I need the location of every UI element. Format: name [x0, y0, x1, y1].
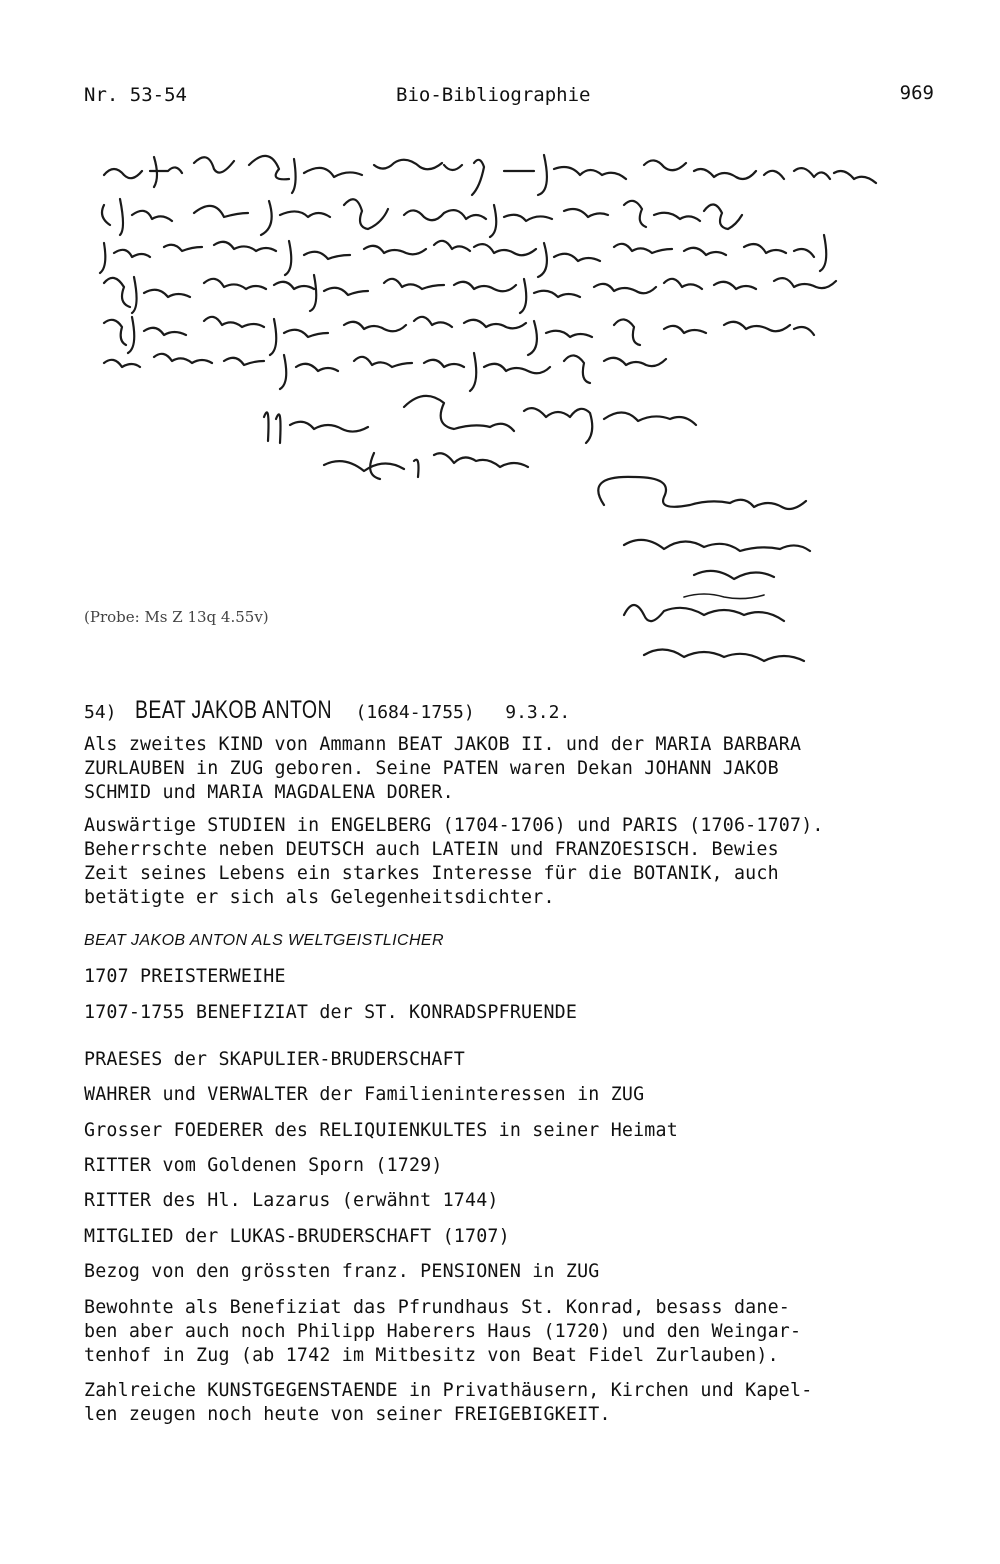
page-header: [84, 84, 934, 110]
list-item: RITTER vom Goldenen Sporn (1729): [84, 1155, 443, 1176]
paragraph-studies: Auswärtige STUDIEN in ENGELBERG (1704-1706) und PARIS (1706-1707). Beherrschte neben DEUTSCH auch LATEIN und FRANZOESISCH. Bewies Zeit seines Lebens ein starkes Interesse für die BOTANIK, auch betätigte er sich als Gelegenheitsdichter.: [84, 815, 824, 908]
entry-name: BEAT JAKOB ANTON: [135, 696, 332, 724]
paragraph-residence: Bewohnte als Benefiziat das Pfrundhaus St. Konrad, besass dane- ben aber auch noch Philipp Haberers Haus (1720) und den Weingar- tenhof in Zug (ab 1742 im Mitbesitz von Beat Fidel Zurlauben).: [84, 1297, 802, 1366]
list-item: PRAESES der SKAPULIER-BRUDERSCHAFT: [84, 1049, 466, 1070]
section-title: BEAT JAKOB ANTON ALS WELTGEISTLICHER: [84, 932, 444, 949]
paragraph-art: Zahlreiche KUNSTGEGENSTAENDE in Privathäusern, Kirchen und Kapel- len zeugen noch heute von seiner FREIGEBIGKEIT.: [84, 1380, 813, 1425]
paragraph-birth: Als zweites KIND von Ammann BEAT JAKOB II. und der MARIA BARBARA ZURLAUBEN in ZUG geboren. Seine PATEN waren Dekan JOHANN JAKOB SCHMID und MARIA MAGDALENA DORER.: [84, 734, 802, 803]
list-item: MITGLIED der LUKAS-BRUDERSCHAFT (1707): [84, 1226, 510, 1247]
list-item: Bezog von den grössten franz. PENSIONEN in ZUG: [84, 1261, 600, 1282]
page-number: 969: [899, 82, 934, 104]
list-item: WAHRER und VERWALTER der Familieninteressen in ZUG: [84, 1084, 645, 1105]
entry-number: 54): [84, 702, 117, 723]
manuscript-caption: (Probe: Ms Z 13q 4.55v): [84, 608, 269, 626]
entry-years: (1684-1755): [355, 702, 475, 723]
header-entry-range: Nr. 53-54: [84, 84, 187, 106]
entry-heading: [84, 696, 570, 725]
list-item: Grosser FOEDERER des RELIQUIENKULTES in seiner Heimat: [84, 1120, 678, 1141]
list-item: 1707 PREISTERWEIHE: [84, 966, 286, 987]
list-item: RITTER des Hl. Lazarus (erwähnt 1744): [84, 1190, 499, 1211]
header-title: Bio-Bibliographie: [396, 84, 591, 106]
list-item: 1707-1755 BENEFIZIAT der ST. KONRADSPFRUENDE: [84, 1002, 578, 1023]
entry-code: 9.3.2.: [505, 702, 571, 723]
